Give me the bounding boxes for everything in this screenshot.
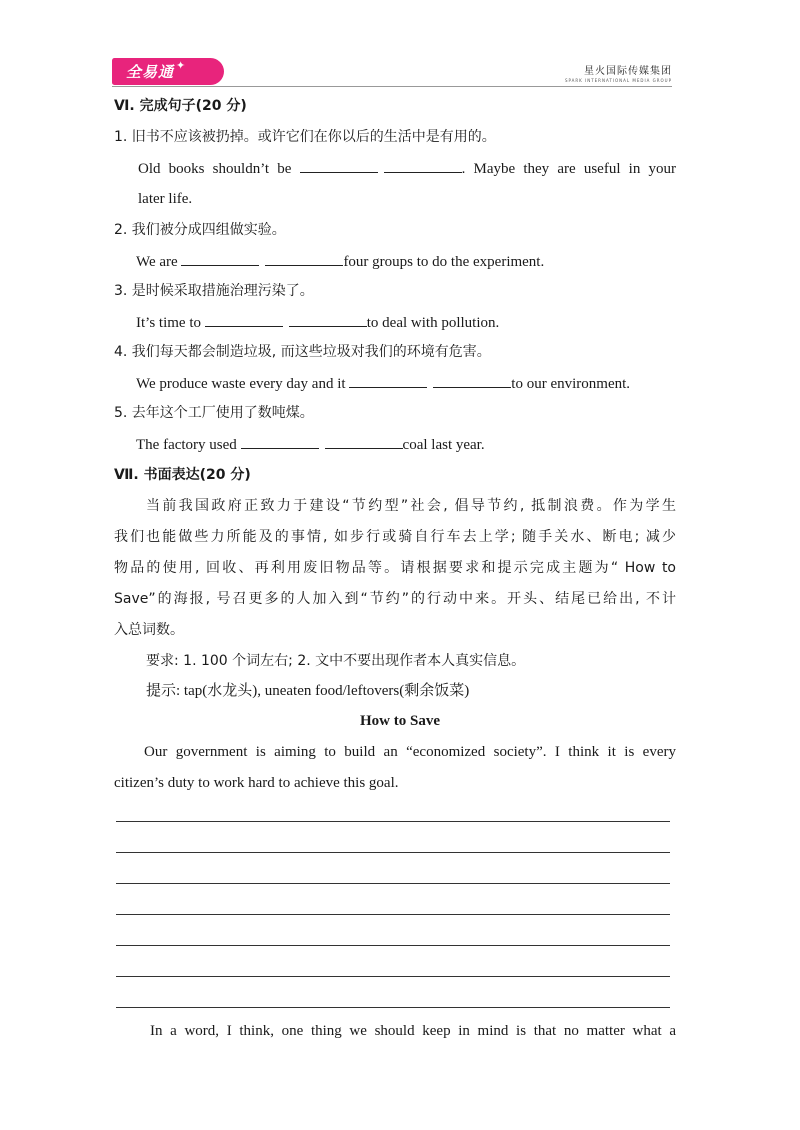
publisher-subtitle: SPARK INTERNATIONAL MEDIA GROUP [564, 78, 672, 83]
star-icon: ✦ [176, 60, 186, 72]
item-4-text-b: to our environment. [511, 376, 631, 392]
requirement-text: 要求: 1. 100 个词左右; 2. 文中不要出现作者本人真实信息。 [146, 653, 526, 669]
item-5-english [136, 435, 485, 454]
item-2-text-a: We are [136, 254, 178, 270]
item-1-text-b: . Maybe they are useful in your [461, 161, 677, 177]
intro-line-2: 我们也能做些力所能及的事情, 如步行或骑自行车去上学; 随手关水、断电; 减少 [114, 529, 676, 545]
answer-blank[interactable] [241, 435, 319, 449]
item-1-english-cont: later life. [138, 191, 193, 207]
intro-line-3: 物品的使用, 回收、再利用废旧物品等。请根据要求和提示完成主题为“ How to [114, 560, 676, 576]
item-2-english [136, 252, 544, 271]
item-1-text-a: Old books shouldn’t be [138, 161, 292, 177]
item-5-text-b: coal last year. [402, 437, 485, 453]
answer-blank[interactable] [265, 252, 343, 266]
item-2-text-b: four groups to do the experiment. [343, 254, 545, 270]
intro-line-1: 当前我国政府正致力于建设“节约型”社会, 倡导节约, 抵制浪费。作为学生 [146, 498, 676, 514]
item-3-chinese: 3. 是时候采取措施治理污染了。 [114, 283, 314, 299]
section-6-title: Ⅵ. 完成句子(20 分) [114, 98, 247, 114]
item-5-chinese: 5. 去年这个工厂使用了数吨煤。 [114, 405, 314, 421]
answer-blank[interactable] [349, 374, 427, 388]
item-5-text-a: The factory used [136, 437, 237, 453]
item-3-text-b: to deal with pollution. [366, 315, 500, 331]
answer-blank[interactable] [433, 374, 511, 388]
header-divider [112, 86, 672, 87]
item-4-chinese: 4. 我们每天都会制造垃圾, 而这些垃圾对我们的环境有危害。 [114, 344, 491, 360]
writing-line[interactable] [116, 1007, 670, 1008]
answer-blank[interactable] [325, 435, 403, 449]
essay-closing-line: In a word, I think, one thing we should keep in mind is that no matter what a [150, 1023, 676, 1039]
essay-opening-line-2: citizen’s duty to work hard to achieve this goal. [114, 775, 399, 791]
item-1-chinese: 1. 旧书不应该被扔掉。或许它们在你以后的生活中是有用的。 [114, 129, 496, 145]
answer-blank[interactable] [289, 313, 367, 327]
writing-line[interactable] [116, 976, 670, 977]
item-1-english [138, 159, 676, 178]
hint-text: 提示: tap(水龙头), uneaten food/leftovers(剩余饭菜) [146, 683, 470, 699]
brand-logo [112, 58, 224, 85]
answer-blank[interactable] [300, 159, 378, 173]
brand-logo-text: 全易通 [126, 63, 175, 81]
item-2-chinese: 2. 我们被分成四组做实验。 [114, 222, 286, 238]
publisher-mark [565, 62, 672, 83]
answer-blank[interactable] [384, 159, 462, 173]
writing-line[interactable] [116, 883, 670, 884]
item-3-english [136, 313, 499, 332]
answer-blank[interactable] [205, 313, 283, 327]
writing-line[interactable] [116, 821, 670, 822]
intro-line-5: 入总词数。 [114, 622, 184, 638]
publisher-name: 星火国际传媒集团 [584, 66, 672, 77]
item-4-english [136, 374, 630, 393]
essay-title: How to Save [360, 713, 440, 729]
intro-line-4: Save”的海报, 号召更多的人加入到“节约”的行动中来。开头、结尾已给出, 不计 [114, 591, 676, 607]
item-4-text-a: We produce waste every day and it [136, 376, 346, 392]
answer-blank[interactable] [181, 252, 259, 266]
writing-line[interactable] [116, 852, 670, 853]
writing-line[interactable] [116, 945, 670, 946]
essay-opening-line-1: Our government is aiming to build an “economized society”. I think it is every [144, 744, 676, 760]
page-header [112, 56, 672, 86]
section-7-title: Ⅶ. 书面表达(20 分) [114, 467, 251, 483]
writing-line[interactable] [116, 914, 670, 915]
item-3-text-a: It’s time to [136, 315, 201, 331]
